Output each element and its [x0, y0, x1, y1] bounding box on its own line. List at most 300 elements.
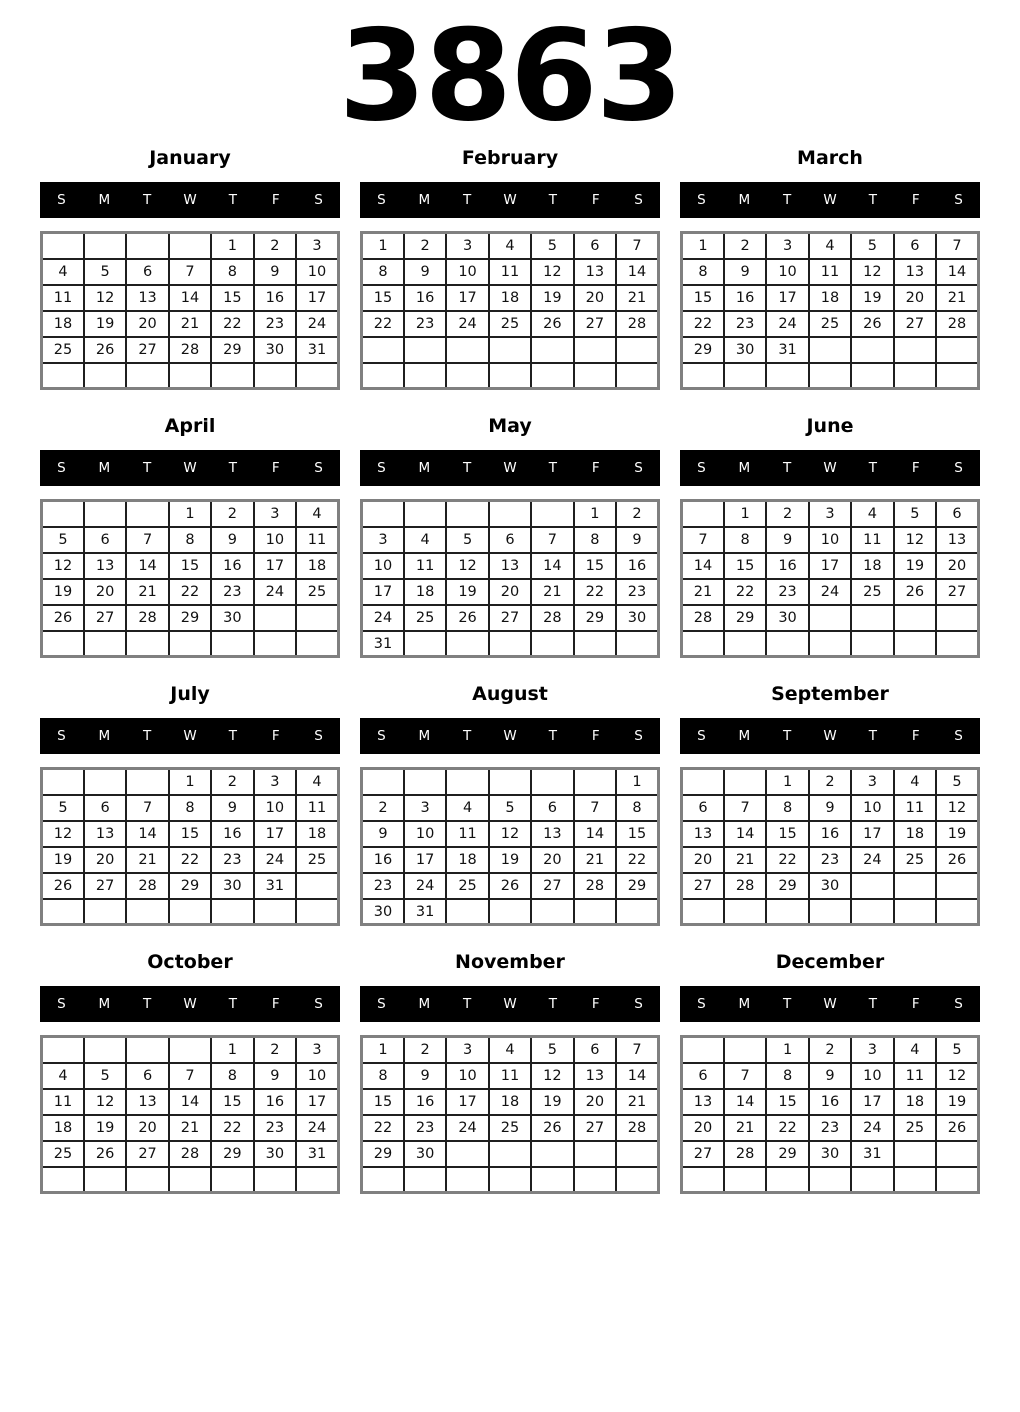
day-cell: 8 [362, 1063, 404, 1089]
weekday-cell: M [738, 996, 751, 1013]
day-cell-empty [42, 769, 84, 795]
week-row [42, 337, 339, 363]
day-cell-empty [211, 899, 253, 925]
day-cell: 6 [682, 1063, 724, 1089]
week-row [42, 795, 339, 821]
day-cell-empty [211, 631, 253, 657]
day-cell: 13 [574, 1063, 616, 1089]
week-row [42, 1089, 339, 1115]
week-row [362, 363, 659, 389]
day-cell: 2 [766, 501, 808, 527]
day-cell-empty [211, 363, 253, 389]
weekday-cell: F [591, 460, 600, 477]
weekday-header [360, 182, 660, 218]
day-cell: 20 [936, 553, 978, 579]
day-cell: 24 [362, 605, 404, 631]
day-grid [360, 231, 660, 390]
week-row [682, 501, 979, 527]
day-cell: 24 [254, 847, 296, 873]
day-cell-empty [84, 631, 126, 657]
weekday-cell: T [783, 192, 792, 209]
weekday-cell: T [143, 728, 152, 745]
day-cell: 7 [169, 1063, 211, 1089]
day-cell: 30 [211, 873, 253, 899]
day-cell: 5 [84, 1063, 126, 1089]
month-card [360, 148, 660, 390]
day-cell: 9 [616, 527, 658, 553]
day-cell: 27 [936, 579, 978, 605]
weekday-cell: S [57, 460, 66, 477]
day-cell-empty [84, 363, 126, 389]
day-cell-empty [84, 233, 126, 259]
day-cell: 21 [126, 579, 168, 605]
day-cell-empty [574, 631, 616, 657]
month-card [40, 684, 340, 926]
day-cell: 22 [169, 847, 211, 873]
day-cell-empty [489, 631, 531, 657]
week-row [682, 337, 979, 363]
day-cell: 15 [724, 553, 766, 579]
day-cell: 21 [126, 847, 168, 873]
day-cell-empty [809, 363, 851, 389]
day-cell: 18 [894, 1089, 936, 1115]
day-cell: 29 [574, 605, 616, 631]
day-cell: 20 [574, 1089, 616, 1115]
day-cell: 17 [296, 1089, 338, 1115]
weekday-cell: S [634, 728, 643, 745]
day-cell: 9 [404, 259, 446, 285]
day-cell: 12 [531, 259, 573, 285]
day-cell-empty [254, 899, 296, 925]
day-cell: 18 [404, 579, 446, 605]
week-row [682, 605, 979, 631]
day-cell: 2 [211, 501, 253, 527]
week-row [42, 311, 339, 337]
day-cell: 11 [489, 1063, 531, 1089]
day-cell: 4 [296, 769, 338, 795]
day-cell: 25 [489, 311, 531, 337]
day-cell: 20 [489, 579, 531, 605]
day-cell: 7 [169, 259, 211, 285]
day-cell: 26 [84, 337, 126, 363]
day-cell: 1 [211, 1037, 253, 1063]
weekday-header [360, 450, 660, 486]
day-cell: 14 [126, 821, 168, 847]
day-cell: 5 [894, 501, 936, 527]
weekday-cell: S [314, 192, 323, 209]
week-row [42, 899, 339, 925]
weekday-cell: W [503, 460, 517, 477]
day-cell-empty [296, 1167, 338, 1193]
day-cell: 23 [404, 311, 446, 337]
calendar-grid [0, 148, 1020, 1194]
weekday-cell: T [868, 728, 877, 745]
day-cell: 15 [616, 821, 658, 847]
weekday-cell: F [911, 996, 920, 1013]
weekday-header [40, 986, 340, 1022]
day-cell-empty [42, 1037, 84, 1063]
day-cell: 26 [531, 311, 573, 337]
day-cell: 17 [404, 847, 446, 873]
day-cell-empty [894, 873, 936, 899]
month-card [360, 952, 660, 1194]
weekday-cell: T [783, 460, 792, 477]
day-cell: 1 [211, 233, 253, 259]
day-cell-empty [682, 631, 724, 657]
day-cell-empty [489, 1141, 531, 1167]
week-row [42, 501, 339, 527]
day-cell: 18 [42, 1115, 84, 1141]
day-cell: 28 [724, 873, 766, 899]
day-cell: 6 [936, 501, 978, 527]
weekday-cell: T [228, 192, 237, 209]
day-cell: 27 [574, 1115, 616, 1141]
day-cell-empty [254, 631, 296, 657]
day-cell: 19 [84, 1115, 126, 1141]
weekday-cell: W [503, 192, 517, 209]
day-cell: 19 [851, 285, 893, 311]
week-row [42, 233, 339, 259]
day-cell: 1 [724, 501, 766, 527]
day-cell: 9 [362, 821, 404, 847]
week-row [362, 873, 659, 899]
day-cell: 22 [724, 579, 766, 605]
day-cell: 16 [616, 553, 658, 579]
day-cell: 22 [211, 1115, 253, 1141]
day-cell: 3 [296, 233, 338, 259]
weekday-cell: T [548, 460, 557, 477]
day-cell-empty [84, 1037, 126, 1063]
day-cell: 6 [574, 1037, 616, 1063]
weekday-cell: T [228, 460, 237, 477]
month-name: August [472, 683, 548, 706]
day-cell: 13 [489, 553, 531, 579]
weekday-cell: S [377, 192, 386, 209]
day-cell: 21 [724, 1115, 766, 1141]
day-cell: 10 [254, 527, 296, 553]
weekday-cell: M [98, 192, 111, 209]
day-cell: 19 [446, 579, 488, 605]
week-row [362, 605, 659, 631]
weekday-cell: T [143, 192, 152, 209]
day-cell: 9 [254, 259, 296, 285]
day-cell: 23 [809, 847, 851, 873]
day-cell: 20 [682, 847, 724, 873]
day-cell: 31 [404, 899, 446, 925]
weekday-cell: M [738, 728, 751, 745]
weekday-cell: S [697, 996, 706, 1013]
day-cell: 25 [404, 605, 446, 631]
day-cell: 30 [809, 873, 851, 899]
day-cell-empty [894, 363, 936, 389]
day-cell: 9 [809, 1063, 851, 1089]
weekday-cell: S [377, 996, 386, 1013]
day-cell: 27 [531, 873, 573, 899]
day-cell: 8 [616, 795, 658, 821]
day-cell-empty [126, 233, 168, 259]
day-cell: 5 [42, 795, 84, 821]
day-cell: 6 [894, 233, 936, 259]
day-cell-empty [809, 631, 851, 657]
day-cell: 27 [682, 1141, 724, 1167]
day-cell: 5 [936, 769, 978, 795]
day-cell: 19 [936, 1089, 978, 1115]
day-cell: 4 [296, 501, 338, 527]
day-cell: 19 [84, 311, 126, 337]
week-row [42, 1115, 339, 1141]
day-cell: 23 [616, 579, 658, 605]
day-cell: 14 [724, 1089, 766, 1115]
weekday-cell: S [634, 192, 643, 209]
day-cell: 16 [211, 821, 253, 847]
day-cell-empty [489, 501, 531, 527]
day-cell-empty [851, 605, 893, 631]
day-cell: 22 [574, 579, 616, 605]
day-cell-empty [489, 337, 531, 363]
day-cell-empty [616, 1141, 658, 1167]
weekday-cell: F [271, 192, 280, 209]
week-row [42, 579, 339, 605]
week-row [362, 899, 659, 925]
day-cell-empty [84, 1167, 126, 1193]
day-cell: 7 [126, 795, 168, 821]
day-cell: 28 [531, 605, 573, 631]
weekday-cell: F [591, 728, 600, 745]
day-cell: 9 [766, 527, 808, 553]
day-grid [40, 231, 340, 390]
day-cell-empty [254, 363, 296, 389]
week-row [362, 1167, 659, 1193]
weekday-cell: W [503, 728, 517, 745]
day-cell: 11 [42, 285, 84, 311]
day-cell: 18 [851, 553, 893, 579]
day-cell-empty [296, 363, 338, 389]
day-cell: 29 [362, 1141, 404, 1167]
day-cell: 15 [766, 1089, 808, 1115]
day-cell: 28 [169, 1141, 211, 1167]
day-cell: 25 [894, 1115, 936, 1141]
day-cell: 25 [809, 311, 851, 337]
day-cell-empty [446, 769, 488, 795]
day-cell: 25 [42, 337, 84, 363]
day-cell: 24 [446, 311, 488, 337]
day-cell-empty [169, 899, 211, 925]
day-cell: 6 [84, 795, 126, 821]
day-cell: 9 [809, 795, 851, 821]
week-row [682, 795, 979, 821]
day-cell-empty [489, 899, 531, 925]
day-cell-empty [126, 899, 168, 925]
day-cell: 27 [574, 311, 616, 337]
day-cell: 3 [254, 769, 296, 795]
day-grid [360, 767, 660, 926]
day-cell: 14 [682, 553, 724, 579]
day-cell: 17 [446, 285, 488, 311]
day-cell-empty [894, 1141, 936, 1167]
day-cell: 23 [809, 1115, 851, 1141]
day-cell: 6 [682, 795, 724, 821]
day-cell: 29 [724, 605, 766, 631]
day-cell: 14 [616, 1063, 658, 1089]
day-cell: 17 [362, 579, 404, 605]
weekday-cell: W [823, 728, 837, 745]
day-cell-empty [936, 363, 978, 389]
day-cell: 19 [894, 553, 936, 579]
day-cell: 12 [531, 1063, 573, 1089]
day-cell: 7 [936, 233, 978, 259]
day-cell: 2 [404, 1037, 446, 1063]
weekday-cell: F [271, 996, 280, 1013]
day-cell: 20 [894, 285, 936, 311]
day-cell: 16 [809, 821, 851, 847]
week-row [362, 1037, 659, 1063]
day-cell: 15 [211, 1089, 253, 1115]
day-cell-empty [616, 631, 658, 657]
day-cell: 7 [574, 795, 616, 821]
weekday-cell: M [738, 192, 751, 209]
day-cell: 25 [489, 1115, 531, 1141]
day-cell: 23 [404, 1115, 446, 1141]
day-cell: 11 [851, 527, 893, 553]
day-cell: 10 [296, 259, 338, 285]
day-cell-empty [851, 337, 893, 363]
day-cell: 17 [446, 1089, 488, 1115]
day-cell: 5 [851, 233, 893, 259]
day-cell: 31 [766, 337, 808, 363]
day-cell-empty [766, 363, 808, 389]
week-row [362, 1089, 659, 1115]
week-row [362, 337, 659, 363]
day-cell: 17 [851, 1089, 893, 1115]
day-cell: 17 [809, 553, 851, 579]
month-name: February [461, 147, 559, 170]
day-cell: 18 [296, 821, 338, 847]
day-cell-empty [296, 631, 338, 657]
week-row [42, 363, 339, 389]
day-cell: 2 [809, 769, 851, 795]
day-cell: 19 [42, 847, 84, 873]
day-cell: 3 [362, 527, 404, 553]
day-grid [680, 231, 980, 390]
day-cell: 20 [531, 847, 573, 873]
weekday-cell: S [954, 728, 963, 745]
day-cell: 23 [254, 1115, 296, 1141]
day-cell: 11 [894, 1063, 936, 1089]
year-title: 3863 [338, 2, 682, 149]
month-card [40, 952, 340, 1194]
day-cell: 24 [296, 311, 338, 337]
day-cell-empty [84, 899, 126, 925]
day-cell-empty [809, 899, 851, 925]
day-cell-empty [531, 769, 573, 795]
weekday-cell: S [377, 460, 386, 477]
day-cell-empty [531, 1167, 573, 1193]
day-cell-empty [126, 631, 168, 657]
day-cell: 15 [362, 1089, 404, 1115]
weekday-cell: F [591, 192, 600, 209]
week-row [42, 769, 339, 795]
day-cell: 31 [851, 1141, 893, 1167]
day-cell: 5 [446, 527, 488, 553]
day-grid [680, 499, 980, 658]
day-cell: 19 [531, 1089, 573, 1115]
day-cell: 19 [531, 285, 573, 311]
week-row [362, 769, 659, 795]
day-cell: 27 [489, 605, 531, 631]
week-row [42, 259, 339, 285]
day-cell: 24 [296, 1115, 338, 1141]
day-cell: 28 [126, 873, 168, 899]
day-cell-empty [894, 631, 936, 657]
day-cell: 31 [362, 631, 404, 657]
day-cell: 3 [254, 501, 296, 527]
weekday-cell: T [463, 728, 472, 745]
day-cell: 4 [42, 259, 84, 285]
day-cell: 8 [211, 1063, 253, 1089]
day-cell-empty [616, 899, 658, 925]
weekday-cell: S [314, 460, 323, 477]
day-cell: 26 [42, 605, 84, 631]
day-cell-empty [531, 899, 573, 925]
day-cell-empty [169, 1167, 211, 1193]
day-cell: 26 [42, 873, 84, 899]
day-cell: 30 [362, 899, 404, 925]
day-cell: 18 [42, 311, 84, 337]
day-cell: 28 [169, 337, 211, 363]
day-cell: 4 [446, 795, 488, 821]
day-cell: 11 [489, 259, 531, 285]
weekday-cell: W [823, 192, 837, 209]
day-cell: 8 [724, 527, 766, 553]
day-cell: 3 [851, 1037, 893, 1063]
day-cell: 30 [766, 605, 808, 631]
day-cell-empty [42, 233, 84, 259]
day-cell-empty [574, 769, 616, 795]
day-cell-empty [936, 605, 978, 631]
day-cell-empty [296, 899, 338, 925]
day-cell: 12 [84, 285, 126, 311]
weekday-cell: T [143, 460, 152, 477]
day-cell: 14 [616, 259, 658, 285]
day-cell-empty [809, 1167, 851, 1193]
day-cell: 3 [766, 233, 808, 259]
week-row [682, 1141, 979, 1167]
day-cell: 1 [362, 1037, 404, 1063]
day-cell-empty [404, 363, 446, 389]
day-cell: 30 [404, 1141, 446, 1167]
weekday-cell: S [697, 460, 706, 477]
day-cell-empty [446, 363, 488, 389]
weekday-cell: S [314, 728, 323, 745]
day-cell-empty [574, 363, 616, 389]
day-cell: 8 [169, 527, 211, 553]
day-cell: 10 [809, 527, 851, 553]
day-cell-empty [894, 605, 936, 631]
weekday-header [360, 718, 660, 754]
day-cell: 27 [84, 605, 126, 631]
day-cell: 10 [851, 795, 893, 821]
day-cell: 22 [362, 1115, 404, 1141]
day-cell-empty [574, 899, 616, 925]
day-cell: 12 [42, 821, 84, 847]
day-cell: 7 [126, 527, 168, 553]
day-cell-empty [362, 337, 404, 363]
day-cell: 2 [809, 1037, 851, 1063]
day-cell-empty [531, 501, 573, 527]
day-cell: 22 [766, 847, 808, 873]
day-cell: 14 [169, 1089, 211, 1115]
day-cell: 15 [211, 285, 253, 311]
